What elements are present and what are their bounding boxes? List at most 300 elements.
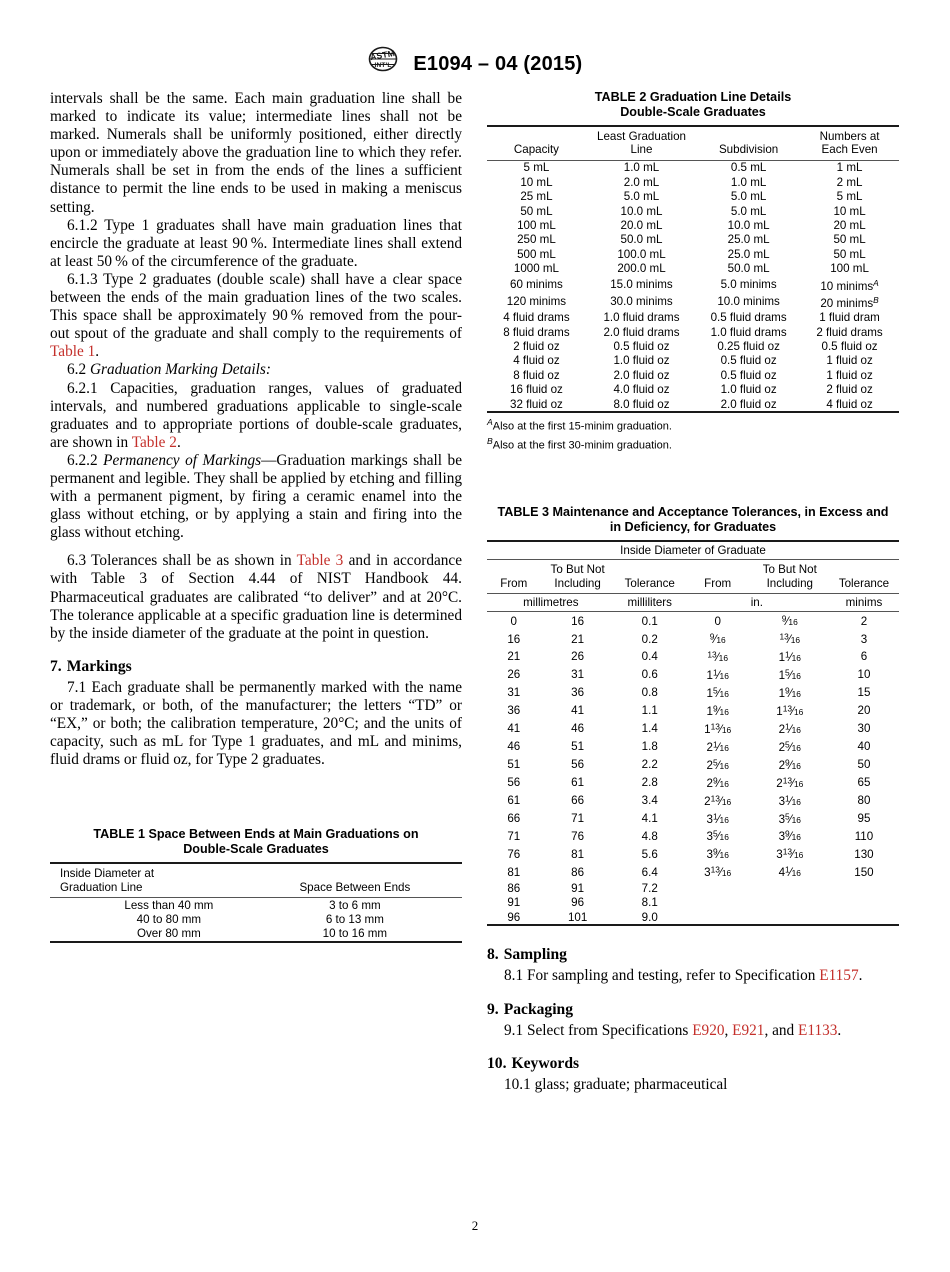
- table-2-cell-least-graduation-line: 1.0 fluid drams: [603, 311, 680, 325]
- table-3-header-from-mm: From: [500, 576, 528, 590]
- table-3-cell-from-mm: 56: [507, 775, 521, 789]
- page-number: 2: [471, 1218, 479, 1233]
- section-number: 8.: [487, 946, 499, 964]
- table-3-cell-from-mm: 61: [507, 793, 521, 807]
- table-3-cell-from-in: $^{13}$⁄16: [707, 649, 728, 665]
- table-3-cell-from-mm: 96: [507, 910, 521, 924]
- para-text-end: and in accordance with Table 3 of Section 4.44 of NIST Handbook 44. Pharmaceutical graduates are calibrated “to deliver” and at 20°C. The tolerance applicable at a specific graduation line is determined by the inside diameter of the graduate at the point in question.: [50, 552, 462, 642]
- para-text: —Graduation markings shall be permanent and legible. They shall be applied by etching and filling with a permanent pigment, by firing a ceramic enamel into the glass without etching, or by applying a stain and firing into the glass without etching.: [50, 451, 462, 542]
- table-3-cell-tolerance-ml: 0.8: [641, 686, 658, 700]
- para-text-end: .: [837, 1021, 842, 1039]
- paragraph-6-1-2: [50, 217, 462, 271]
- para-sep-2: , and: [764, 1021, 799, 1039]
- svg-text:ASTM: ASTM: [368, 47, 396, 63]
- table-3-cell-from-mm: 76: [507, 847, 521, 861]
- table-3-cell-from-in: $3^5⁄16$: [706, 828, 729, 844]
- table-3-block: [487, 505, 899, 927]
- table-3-cell-tobutnot-mm: 16: [571, 614, 585, 628]
- paragraph-10-1: [487, 1076, 899, 1094]
- table-row: [487, 612, 899, 630]
- table-3-cell-tolerance-minims: 110: [854, 829, 874, 843]
- table-2-cell-capacity: 25 mL: [520, 190, 553, 204]
- table-2-cell-least-graduation-line: 2.0 fluid drams: [603, 325, 680, 339]
- table-2-cell-least-graduation-line: 2.0 fluid oz: [613, 368, 670, 382]
- table-3-cell-tobutnot-mm: 61: [571, 775, 585, 789]
- section-number: 7.: [50, 657, 62, 675]
- table-2-cell-least-graduation-line: 20.0 mL: [620, 218, 663, 232]
- table-3-cell-tolerance-ml: 1.1: [641, 704, 658, 718]
- right-column-sections: [487, 946, 899, 1093]
- table-3-cell-from-in: $3^1⁄16$: [706, 811, 729, 826]
- table-3-cell-tolerance-minims: 6: [860, 650, 868, 664]
- section-title: Packaging: [503, 1000, 574, 1018]
- section-number: 10.: [487, 1054, 507, 1072]
- table-2-reference-link[interactable]: Table 2: [131, 433, 177, 451]
- table-2-cell-least-graduation-line: 8.0 fluid oz: [613, 397, 670, 411]
- section-title: Keywords: [511, 1054, 580, 1072]
- footnote-mark-a: A: [487, 417, 493, 428]
- table-3-spanner-row: [487, 541, 899, 560]
- table-2-cell-least-graduation-line: 5.0 mL: [623, 190, 660, 204]
- table-1-header-diameter: [50, 863, 248, 897]
- table-2-cell-subdivision: 1.0 fluid oz: [720, 383, 777, 397]
- table-2-cell-subdivision: 1.0 fluid drams: [710, 325, 787, 339]
- table-row: [487, 339, 899, 353]
- header-line-1: To But Not: [762, 563, 817, 577]
- table-3-cell-tobutnot-mm: 41: [571, 704, 585, 718]
- table-3-cell-from-in: $2^1⁄16$: [706, 739, 729, 754]
- table-3-cell-tobutnot-mm: 21: [571, 632, 585, 646]
- table-2-cell-subdivision: 10.0 minims: [717, 295, 780, 309]
- table-3-cell-tolerance-ml: 2.8: [641, 775, 658, 789]
- table-2-cell-subdivision: 2.0 fluid oz: [720, 397, 777, 411]
- table-2-footnote-b: [487, 435, 899, 453]
- table-2-cell-numbers-each-even: 10 minims$^A$: [820, 277, 879, 293]
- table-2-title: [487, 90, 899, 120]
- header-line-2: Graduation Line: [60, 880, 143, 894]
- table-3-cell-tolerance-ml: 4.1: [641, 811, 658, 825]
- table-3-cell-tobutnot-in: $1^9⁄16$: [778, 685, 801, 701]
- table-2-cell-capacity: 500 mL: [517, 247, 556, 261]
- section-heading-8: [487, 946, 899, 964]
- table-1-title-line-2: Double-Scale Graduates: [183, 842, 329, 857]
- table-3-cell-from-mm: 31: [507, 686, 521, 700]
- table-3-cell-tobutnot-in: $2^9⁄16$: [778, 757, 801, 772]
- table-3-cell-from-mm: 0: [510, 614, 517, 628]
- table-row: [487, 684, 899, 702]
- para-number: 10.1: [504, 1075, 531, 1093]
- table-row: [487, 648, 899, 666]
- table-row: [487, 720, 899, 738]
- spec-e920-link[interactable]: E920: [692, 1021, 725, 1039]
- table-3-cell-tobutnot-in: $1^5⁄16$: [778, 667, 801, 683]
- table-row: [487, 247, 899, 261]
- table-2-header-numbers-each-even: [800, 126, 899, 160]
- table-2-cell-subdivision: 0.5 fluid drams: [710, 311, 787, 325]
- table-2-cell-numbers-each-even: 1 fluid oz: [826, 368, 873, 382]
- para-text-end: .: [858, 967, 863, 985]
- table-2-cell-capacity: 50 mL: [520, 204, 553, 218]
- table-3-cell-tolerance-minims: 150: [854, 865, 874, 879]
- table-3-cell-tobutnot-in: $3^{13}⁄16$: [776, 846, 804, 862]
- table-row: [487, 368, 899, 382]
- header-line-1: Least Graduation: [597, 130, 686, 143]
- table-2-cell-subdivision: 5.0 minims: [720, 277, 777, 291]
- table-3-unit-milliliters: milliliters: [627, 595, 672, 609]
- table-3-cell-tobutnot-mm: 36: [571, 686, 585, 700]
- table-3-cell-from-mm: 51: [507, 758, 521, 771]
- table-3-title-line-2: in Deficiency, for Graduates: [609, 519, 777, 534]
- table-3-cell-tolerance-minims: 50: [857, 758, 871, 771]
- table-3-cell-tolerance-minims: [829, 910, 899, 925]
- table-3-cell-tolerance-ml: 6.4: [641, 865, 658, 879]
- table-2-cell-least-graduation-line: 10.0 mL: [620, 204, 663, 218]
- table-2-cell-subdivision: 50.0 mL: [727, 262, 770, 276]
- table-3-cell-tobutnot-mm: 96: [571, 896, 585, 910]
- table-3-cell-from-in: $3^9⁄16$: [706, 846, 729, 862]
- table-row: [487, 262, 899, 276]
- table-3-cell-tobutnot-in: $3^5⁄16$: [778, 811, 801, 826]
- para-number: 6.1.3: [67, 270, 98, 288]
- table-2-header-subdivision: Subdivision: [718, 143, 779, 157]
- table-2-cell-numbers-each-even: 50 mL: [833, 247, 866, 261]
- table-row: [487, 397, 899, 412]
- table-2-cell-subdivision: 1.0 mL: [730, 175, 767, 189]
- spec-e921-link[interactable]: E921: [732, 1021, 765, 1039]
- table-3-cell-tobutnot-in: $3^9⁄16$: [778, 828, 801, 844]
- table-3-cell-from-mm: 66: [507, 811, 521, 825]
- table-row: [487, 311, 899, 325]
- table-3-header-tolerance-ml: Tolerance: [624, 576, 675, 590]
- table-2-cell-subdivision: 0.5 fluid oz: [720, 368, 777, 382]
- table-2-header-least-graduation-line: [586, 126, 697, 160]
- footnote-mark-b: B: [487, 435, 493, 446]
- table-2-cell-capacity: 5 mL: [523, 161, 550, 175]
- table-3-reference-link[interactable]: Table 3: [296, 552, 344, 570]
- table-3-cell-tolerance-ml: 0.6: [641, 668, 658, 682]
- table-row: [487, 630, 899, 648]
- table-3-body: [487, 612, 899, 926]
- table-3-cell-tobutnot-in: $^{13}$⁄16: [779, 631, 801, 647]
- table-row: [487, 702, 899, 720]
- table-3-cell-tobutnot-mm: 81: [571, 847, 585, 861]
- table-2-cell-numbers-each-even: 1 fluid dram: [819, 311, 880, 325]
- para-text: Type 1 graduates shall have main graduation lines that encircle the graduate at least 90 %. Intermediate lines shall extend at least 50 % of the circumference of the graduate.: [50, 216, 462, 270]
- table-row: [487, 218, 899, 232]
- table-2-cell-capacity: 8 fluid oz: [513, 368, 560, 382]
- para-text: Tolerances shall be as shown in: [91, 552, 297, 570]
- table-1-body: [50, 898, 462, 943]
- table-1-cell-diameter: Less than 40 mm: [124, 898, 214, 912]
- table-3-cell-from-in: [685, 881, 751, 895]
- table-row: [487, 276, 899, 293]
- table-3-cell-from-in: $1^{13}⁄16$: [704, 721, 732, 736]
- footnote-b-text: Also at the first 30-minim graduation.: [492, 439, 672, 452]
- table-row: [487, 190, 899, 204]
- paragraph-6-2-2: [50, 452, 462, 542]
- table-1-cell-space: 3 to 6 mm: [329, 898, 381, 912]
- table-2-cell-capacity: 4 fluid drams: [503, 311, 570, 325]
- table-3-cell-tolerance-ml: 0.4: [641, 650, 658, 664]
- table-2-cell-least-graduation-line: 4.0 fluid oz: [613, 383, 670, 397]
- table-1-cell-space: 6 to 13 mm: [325, 913, 384, 926]
- table-2-cell-capacity: 120 minims: [506, 295, 567, 309]
- para-number: 6.2.1: [67, 379, 98, 397]
- table-2-cell-numbers-each-even: 100 mL: [830, 262, 869, 276]
- table-3-cell-from-in: $1^1⁄16$: [706, 667, 729, 683]
- table-2-cell-numbers-each-even: 20 minims$^B$: [820, 294, 879, 310]
- table-1-cell-diameter: 40 to 80 mm: [136, 913, 202, 926]
- table-2-cell-numbers-each-even: 2 fluid oz: [826, 383, 873, 397]
- footnote-a-text: Also at the first 15-minim graduation.: [492, 421, 672, 434]
- para-number: 9.1: [504, 1021, 524, 1039]
- table-2-cell-capacity: 4 fluid oz: [513, 354, 560, 368]
- table-2-cell-capacity: 1000 mL: [513, 262, 559, 276]
- table-3-cell-from-mm: 16: [507, 632, 521, 646]
- table-3-cell-from-in: $2^5⁄16$: [706, 757, 729, 772]
- para-title: Graduation Marking Details:: [89, 361, 271, 379]
- table-2-cell-least-graduation-line: 15.0 minims: [610, 277, 673, 291]
- table-3-cell-tobutnot-mm: 56: [571, 758, 585, 771]
- table-3-cell-tobutnot-mm: 86: [571, 865, 585, 879]
- table-3-cell-tolerance-minims: 15: [857, 686, 871, 700]
- para-title: Permanency of Markings: [103, 451, 262, 469]
- para-number: 6.2.2: [67, 451, 98, 469]
- section-heading-10: [487, 1055, 899, 1073]
- table-2-cell-numbers-each-even: 50 mL: [833, 233, 866, 247]
- table-2-cell-subdivision: 25.0 mL: [727, 233, 770, 247]
- table-row: [50, 913, 462, 927]
- table-3-cell-from-in: $2^{13}⁄16$: [704, 793, 732, 808]
- table-2-cell-least-graduation-line: 200.0 mL: [617, 262, 666, 276]
- table-2-cell-subdivision: 0.25 fluid oz: [717, 339, 780, 353]
- table-2-cell-subdivision: 5.0 mL: [730, 204, 767, 218]
- table-2-cell-numbers-each-even: 1 fluid oz: [826, 354, 873, 368]
- table-row: [487, 827, 899, 845]
- table-2-title-line-1: TABLE 2 Graduation Line Details: [594, 90, 792, 104]
- table-3-cell-tolerance-ml: 8.1: [641, 896, 658, 910]
- header-line-1: Inside Diameter at: [60, 867, 155, 881]
- header-line-2: Line: [630, 143, 653, 157]
- section-title: Sampling: [503, 946, 567, 964]
- table-3-cell-from-in: $^9$⁄16: [709, 631, 726, 647]
- table-2-cell-numbers-each-even: 2 fluid drams: [816, 325, 883, 339]
- table-2-footnotes: [487, 416, 899, 452]
- table-3-cell-tobutnot-mm: 31: [571, 668, 585, 682]
- table-row: [487, 293, 899, 310]
- table-row: [487, 774, 899, 792]
- paragraph-6-1-3: [50, 271, 462, 361]
- table-3-cell-tolerance-ml: 2.2: [641, 758, 658, 771]
- table-3-cell-from-in: $3^{13}⁄16$: [704, 864, 732, 880]
- table-3-spanner: Inside Diameter of Graduate: [620, 543, 766, 557]
- table-2-cell-capacity: 60 minims: [510, 277, 563, 291]
- table-2-cell-least-graduation-line: 30.0 minims: [610, 295, 673, 309]
- table-2-cell-capacity: 250 mL: [517, 233, 556, 247]
- table-3-cell-tobutnot-in: $^9$⁄16: [781, 613, 798, 629]
- table-2-cell-least-graduation-line: 100.0 mL: [617, 247, 666, 261]
- table-2-cell-subdivision: 10.0 mL: [727, 218, 770, 232]
- table-row: [50, 898, 462, 913]
- table-1-title-line-1: TABLE 1 Space Between Ends at Main Graduations on: [93, 827, 419, 842]
- table-2-cell-least-graduation-line: 0.5 fluid oz: [613, 339, 670, 353]
- table-row: [487, 863, 899, 881]
- table-3-cell-tolerance-minims: [829, 896, 899, 910]
- table-3-cell-tolerance-ml: 0.2: [641, 632, 658, 646]
- spec-e1157-link[interactable]: E1157: [819, 967, 859, 985]
- table-3-cell-from-in: [685, 896, 751, 910]
- table-row: [487, 160, 899, 175]
- table-2-cell-numbers-each-even: 2 mL: [836, 175, 863, 189]
- section-heading-9: [487, 1001, 899, 1019]
- document-header: [0, 48, 950, 80]
- table-3-header-from-in: From: [704, 576, 732, 590]
- table-3-cell-from-mm: 81: [507, 865, 521, 879]
- table-3-cell-tolerance-minims: 2: [860, 614, 868, 628]
- table-2-cell-subdivision: 25.0 mL: [727, 247, 770, 261]
- table-3-cell-from-mm: 46: [507, 740, 521, 754]
- table-1-cell-diameter: Over 80 mm: [136, 927, 201, 941]
- table-2-cell-capacity: 10 mL: [520, 175, 553, 189]
- table-row: [487, 810, 899, 828]
- table-1-header-space: Space Between Ends: [299, 880, 411, 894]
- table-3-cell-from-in: 0: [714, 614, 721, 628]
- table-row: [487, 792, 899, 810]
- spec-e1133-link[interactable]: E1133: [798, 1021, 838, 1039]
- table-3-cell-tolerance-ml: 5.6: [641, 847, 658, 861]
- table-3-cell-from-mm: 36: [507, 704, 521, 718]
- table-row: [487, 845, 899, 863]
- table-row: [487, 175, 899, 189]
- para-number: 7.1: [67, 678, 87, 696]
- table-3-cell-tolerance-minims: 80: [857, 793, 871, 807]
- table-1: [50, 862, 462, 943]
- table-3-cell-from-in: $1^5⁄16$: [706, 685, 729, 701]
- table-3-header-row: [487, 560, 899, 594]
- para-number: 6.2: [67, 361, 87, 379]
- table-2-body: [487, 160, 899, 412]
- table-3-header-tobutnot-in: [751, 560, 829, 594]
- table-3-cell-tolerance-minims: [829, 881, 899, 895]
- table-3-cell-tobutnot-in: $1^1⁄16$: [778, 649, 801, 665]
- table-3-title-line-1: TABLE 3 Maintenance and Acceptance Tolerances, in Excess and: [497, 504, 889, 519]
- table-row: [487, 910, 899, 925]
- table-3-cell-tobutnot-mm: 51: [571, 740, 585, 754]
- table-2-cell-capacity: 2 fluid oz: [513, 339, 560, 353]
- paragraph-7-1: [50, 679, 462, 769]
- table-2-header-capacity: Capacity: [513, 143, 559, 157]
- table-2-cell-numbers-each-even: 1 mL: [836, 161, 863, 175]
- table-1-cell-space: 10 to 16 mm: [322, 927, 388, 941]
- section-heading-7: [50, 658, 462, 676]
- table-row: [487, 756, 899, 774]
- para-text: Each graduate shall be permanently marked with the name or trademark, or both, of the manufacturer; the letters “TD” or “EX,” or both; the calibration temperature, 20°C; and the units of capacity, such as mL for Type 1 graduates, and mL and minims, fluid drams or fluid oz, for Type 2 graduates.: [50, 678, 463, 769]
- table-3-cell-tolerance-minims: 95: [857, 811, 871, 825]
- table-3-cell-tolerance-minims: 130: [854, 847, 874, 861]
- table-3-cell-tobutnot-in: [751, 881, 829, 895]
- table-2-cell-subdivision: 0.5 mL: [730, 161, 767, 175]
- para-text: Type 2 graduates (double scale) shall have a clear space between the ends of the main graduation lines of the two scales. This space shall be approximately 90 % removed from the pour-out spout of the graduate and shall comply to the requirements of: [50, 270, 462, 343]
- table-2-cell-capacity: 8 fluid drams: [503, 325, 570, 339]
- table-2-cell-capacity: 32 fluid oz: [510, 397, 563, 411]
- table-3-cell-tobutnot-in: [751, 896, 829, 910]
- table-3-unit-minims: minims: [845, 595, 883, 609]
- table-3-cell-tolerance-minims: 65: [857, 775, 871, 789]
- table-2-header-row: [487, 126, 899, 160]
- header-line-1: Numbers at: [819, 130, 880, 143]
- table-row: [487, 738, 899, 756]
- table-3-cell-tobutnot-in: $4^1⁄16$: [778, 864, 801, 880]
- table-row: [487, 666, 899, 684]
- table-3-cell-tobutnot-mm: 91: [571, 881, 585, 895]
- table-3-cell-tolerance-ml: 7.2: [641, 881, 658, 895]
- table-3-cell-tobutnot-in: $2^5⁄16$: [778, 739, 801, 754]
- table-3-cell-from-mm: 21: [507, 650, 521, 664]
- paragraph-6-3: [50, 552, 462, 642]
- table-3-cell-from-mm: 91: [507, 896, 521, 910]
- table-row: [487, 881, 899, 895]
- header-line-1: To But Not: [550, 563, 605, 577]
- table-3-cell-tobutnot-mm: 66: [571, 793, 585, 807]
- table-3-cell-tobutnot-in: $2^1⁄16$: [778, 721, 801, 736]
- para-text: Select from Specifications: [526, 1021, 693, 1039]
- table-2-cell-subdivision: 5.0 mL: [730, 190, 767, 204]
- table-1-block: [50, 827, 462, 943]
- table-2-cell-numbers-each-even: 20 mL: [833, 218, 866, 232]
- table-3-cell-tobutnot-in: [751, 910, 829, 925]
- table-2-cell-numbers-each-even: 0.5 fluid oz: [821, 339, 878, 353]
- para-text: Capacities, graduation ranges, values of graduated intervals, and numbered graduations applicable to single-scale graduates and to appropriate portions of double-scale graduates, are shown in: [50, 379, 463, 451]
- table-3-cell-tolerance-minims: 10: [857, 668, 871, 682]
- table-3: [487, 540, 899, 927]
- table-2-cell-least-graduation-line: 50.0 mL: [620, 233, 663, 247]
- table-3-cell-tobutnot-in: $2^{13}⁄16$: [776, 775, 804, 790]
- table-3-header-tobutnot-mm: [541, 560, 615, 594]
- table-1-reference-link[interactable]: Table 1: [50, 343, 96, 361]
- table-2-cell-least-graduation-line: 1.0 fluid oz: [613, 354, 670, 368]
- paragraph-continued: intervals shall be the same. Each main graduation line shall be marked to indicate its value; intermediate lines shall not be marked. Numerals shall be uniformly positioned, either directly upon or immediately above the graduation line to which they refer. Numerals shall be set in from the ends of the lines a sufficient distance to permit the line ends to be used in making a meniscus setting.: [50, 90, 462, 216]
- table-3-cell-tolerance-minims: 20: [857, 704, 871, 718]
- para-number: 8.1: [504, 967, 524, 985]
- para-text: glass; graduate; pharmaceutical: [534, 1075, 728, 1093]
- table-3-cell-tolerance-ml: 3.4: [641, 793, 658, 807]
- right-column: [487, 90, 899, 1094]
- table-2-block: [487, 90, 899, 453]
- table-3-units-row: [487, 593, 899, 611]
- header-line-2: Including: [766, 576, 813, 590]
- table-3-cell-tobutnot-in: $1^{13}⁄16$: [776, 703, 804, 718]
- header-line-2: Each Even: [821, 143, 878, 157]
- table-1-header-row: [50, 863, 462, 897]
- table-3-cell-tolerance-minims: 3: [860, 632, 868, 646]
- table-row: [487, 204, 899, 218]
- table-3-cell-tobutnot-mm: 71: [571, 811, 585, 825]
- table-3-cell-tobutnot-mm: 101: [567, 910, 588, 924]
- table-2-cell-subdivision: 0.5 fluid oz: [720, 354, 777, 368]
- table-2-title-line-2: Double-Scale Graduates: [620, 105, 766, 119]
- section-title: Markings: [66, 657, 132, 675]
- table-3-cell-from-mm: 26: [507, 668, 521, 682]
- para-sep-1: ,: [724, 1021, 733, 1039]
- table-3-cell-from-in: [685, 910, 751, 925]
- para-number: 6.1.2: [67, 216, 98, 234]
- table-3-cell-tolerance-ml: 4.8: [641, 829, 658, 843]
- table-2-cell-least-graduation-line: 2.0 mL: [623, 175, 660, 189]
- section-number: 9.: [487, 1000, 499, 1018]
- table-3-cell-tolerance-ml: 9.0: [641, 910, 658, 924]
- table-2-cell-least-graduation-line: 1.0 mL: [623, 161, 660, 175]
- table-3-cell-tobutnot-mm: 46: [571, 722, 585, 736]
